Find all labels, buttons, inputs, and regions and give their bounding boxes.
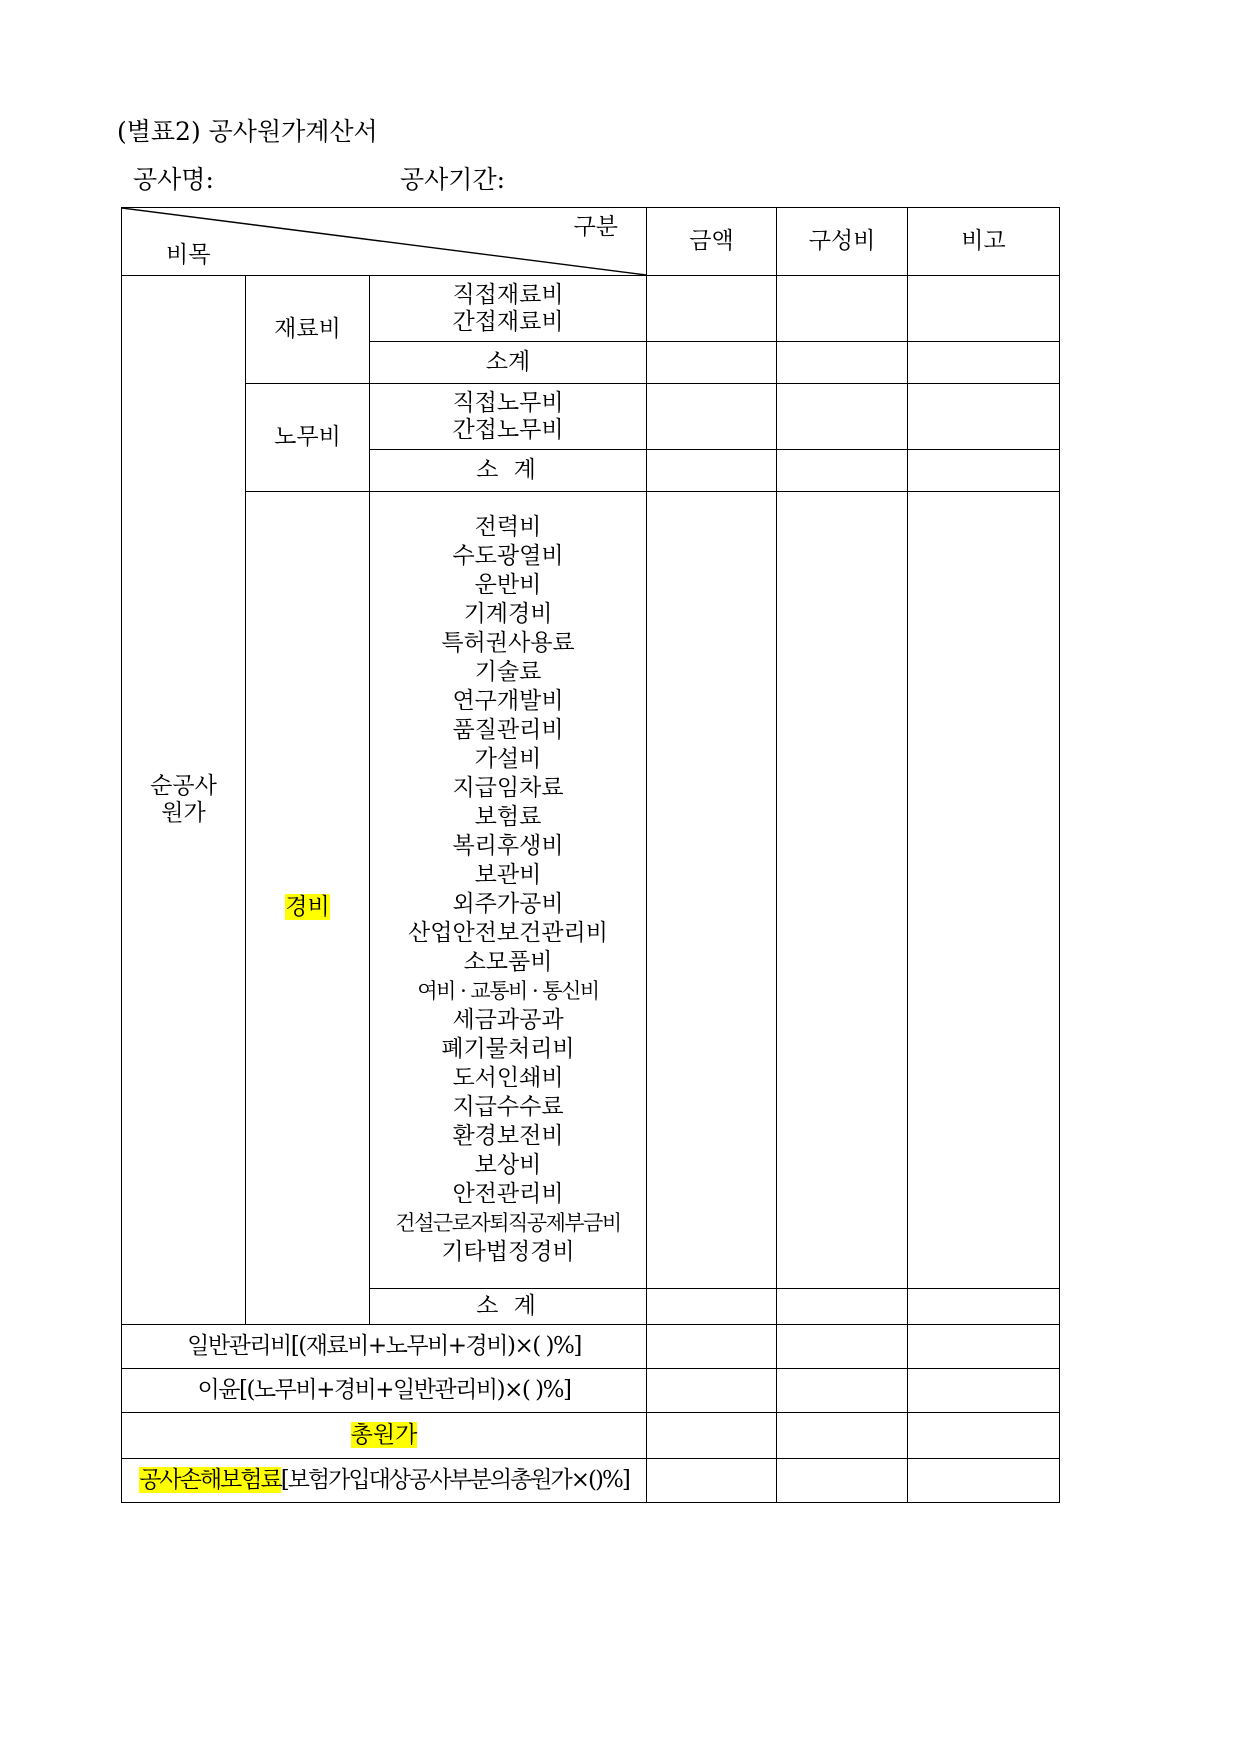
table-row [122, 1369, 1060, 1413]
labor-items-cell [370, 384, 647, 450]
category-header-label: 구분 [573, 214, 619, 240]
construction-insurance-label: 공사손해보험료[보험가입대상공사부분의총원가×()%] [122, 1459, 647, 1503]
material-subtotal-label: 소계 [370, 342, 647, 384]
ratio-cell[interactable] [777, 1369, 908, 1413]
amount-cell[interactable] [647, 342, 777, 384]
note-column-header: 비고 [908, 208, 1060, 276]
list-item: 기타법정경비 [441, 1239, 575, 1265]
amount-column-header: 금액 [647, 208, 777, 276]
ratio-cell[interactable] [777, 1459, 908, 1503]
net-construction-cost-label: 순공사 원가 [122, 276, 246, 1325]
material-cost-label: 재료비 [246, 276, 370, 384]
list-item: 수도광열비 [452, 543, 564, 569]
amount-cell[interactable] [647, 1325, 777, 1369]
note-cell[interactable] [908, 1413, 1060, 1459]
list-item: 직접재료비 [452, 281, 564, 308]
list-item: 환경보전비 [452, 1123, 564, 1149]
list-item: 여비 · 교통비 · 통신비 [417, 979, 599, 1003]
amount-cell[interactable] [647, 450, 777, 492]
cost-item-header-label: 비목 [166, 242, 211, 269]
expense-items-cell [370, 492, 647, 1289]
list-item: 복리후생비 [452, 833, 564, 859]
list-item: 소모품비 [463, 949, 553, 975]
corner-header-cell [122, 208, 647, 276]
list-item: 지급임차료 [452, 775, 564, 801]
list-item: 가설비 [474, 746, 542, 772]
ratio-cell[interactable] [777, 450, 908, 492]
list-item: 외주가공비 [452, 891, 564, 917]
note-cell[interactable] [908, 1369, 1060, 1413]
amount-cell[interactable] [647, 1413, 777, 1459]
material-items-cell [370, 276, 647, 342]
list-item: 기계경비 [463, 601, 553, 627]
list-item: 연구개발비 [452, 688, 564, 714]
list-item: 전력비 [474, 514, 542, 540]
labor-subtotal-label: 소 계 [370, 450, 647, 492]
note-cell[interactable] [908, 1325, 1060, 1369]
list-item: 운반비 [474, 572, 542, 598]
note-cell[interactable] [908, 276, 1060, 342]
note-cell[interactable] [908, 450, 1060, 492]
table-row [122, 1413, 1060, 1459]
amount-cell[interactable] [647, 384, 777, 450]
ratio-column-header: 구성비 [777, 208, 908, 276]
list-item: 보관비 [474, 862, 542, 888]
note-cell[interactable] [908, 1289, 1060, 1325]
list-item: 보험료 [474, 804, 542, 830]
list-item: 도서인쇄비 [452, 1065, 564, 1091]
amount-cell[interactable] [647, 492, 777, 1289]
list-item: 기술료 [474, 659, 542, 685]
ratio-cell[interactable] [777, 384, 908, 450]
expense-label: 경비 [246, 492, 370, 1325]
list-item: 특허권사용료 [441, 630, 575, 656]
list-item: 폐기물처리비 [441, 1036, 575, 1062]
note-cell[interactable] [908, 1459, 1060, 1503]
ratio-cell[interactable] [777, 1325, 908, 1369]
table-header-row [122, 208, 1060, 276]
profit-label: 이윤[(노무비+경비+일반관리비)×( )%] [122, 1369, 647, 1413]
amount-cell[interactable] [647, 276, 777, 342]
list-item: 세금과공과 [452, 1007, 564, 1033]
amount-cell[interactable] [647, 1459, 777, 1503]
list-item: 품질관리비 [452, 717, 564, 743]
note-cell[interactable] [908, 384, 1060, 450]
note-cell[interactable] [908, 492, 1060, 1289]
ratio-cell[interactable] [777, 1289, 908, 1325]
table-row [122, 492, 1060, 1289]
project-name-label: 공사명: [133, 165, 214, 194]
ratio-cell[interactable] [777, 276, 908, 342]
table-row [122, 1325, 1060, 1369]
labor-cost-label: 노무비 [246, 384, 370, 492]
ratio-cell[interactable] [777, 342, 908, 384]
expense-subtotal-label: 소 계 [370, 1289, 647, 1325]
list-item: 간접노무비 [452, 416, 564, 443]
total-cost-label: 총원가 [122, 1413, 647, 1459]
construction-period-label: 공사기간: [400, 165, 506, 194]
cost-calculation-table [121, 207, 1060, 1325]
amount-cell[interactable] [647, 1369, 777, 1413]
expense-item-list [370, 513, 646, 1267]
page-title: (별표2) 공사원가계산서 [117, 117, 378, 146]
list-item: 안전관리비 [452, 1181, 564, 1207]
ratio-cell[interactable] [777, 1413, 908, 1459]
cost-summary-table [121, 1324, 1060, 1503]
table-row [122, 1459, 1060, 1503]
amount-cell[interactable] [647, 1289, 777, 1325]
general-admin-cost-label: 일반관리비[(재료비+노무비+경비)×( )%] [122, 1325, 647, 1369]
list-item: 건설근로자퇴직공제부금비 [395, 1211, 621, 1235]
table-row [122, 384, 1060, 450]
table-row [122, 276, 1060, 342]
ratio-cell[interactable] [777, 492, 908, 1289]
list-item: 직접노무비 [452, 389, 564, 416]
list-item: 산업안전보건관리비 [408, 920, 608, 946]
note-cell[interactable] [908, 342, 1060, 384]
list-item: 지급수수료 [452, 1094, 564, 1120]
list-item: 간접재료비 [452, 308, 564, 335]
list-item: 보상비 [474, 1152, 542, 1178]
